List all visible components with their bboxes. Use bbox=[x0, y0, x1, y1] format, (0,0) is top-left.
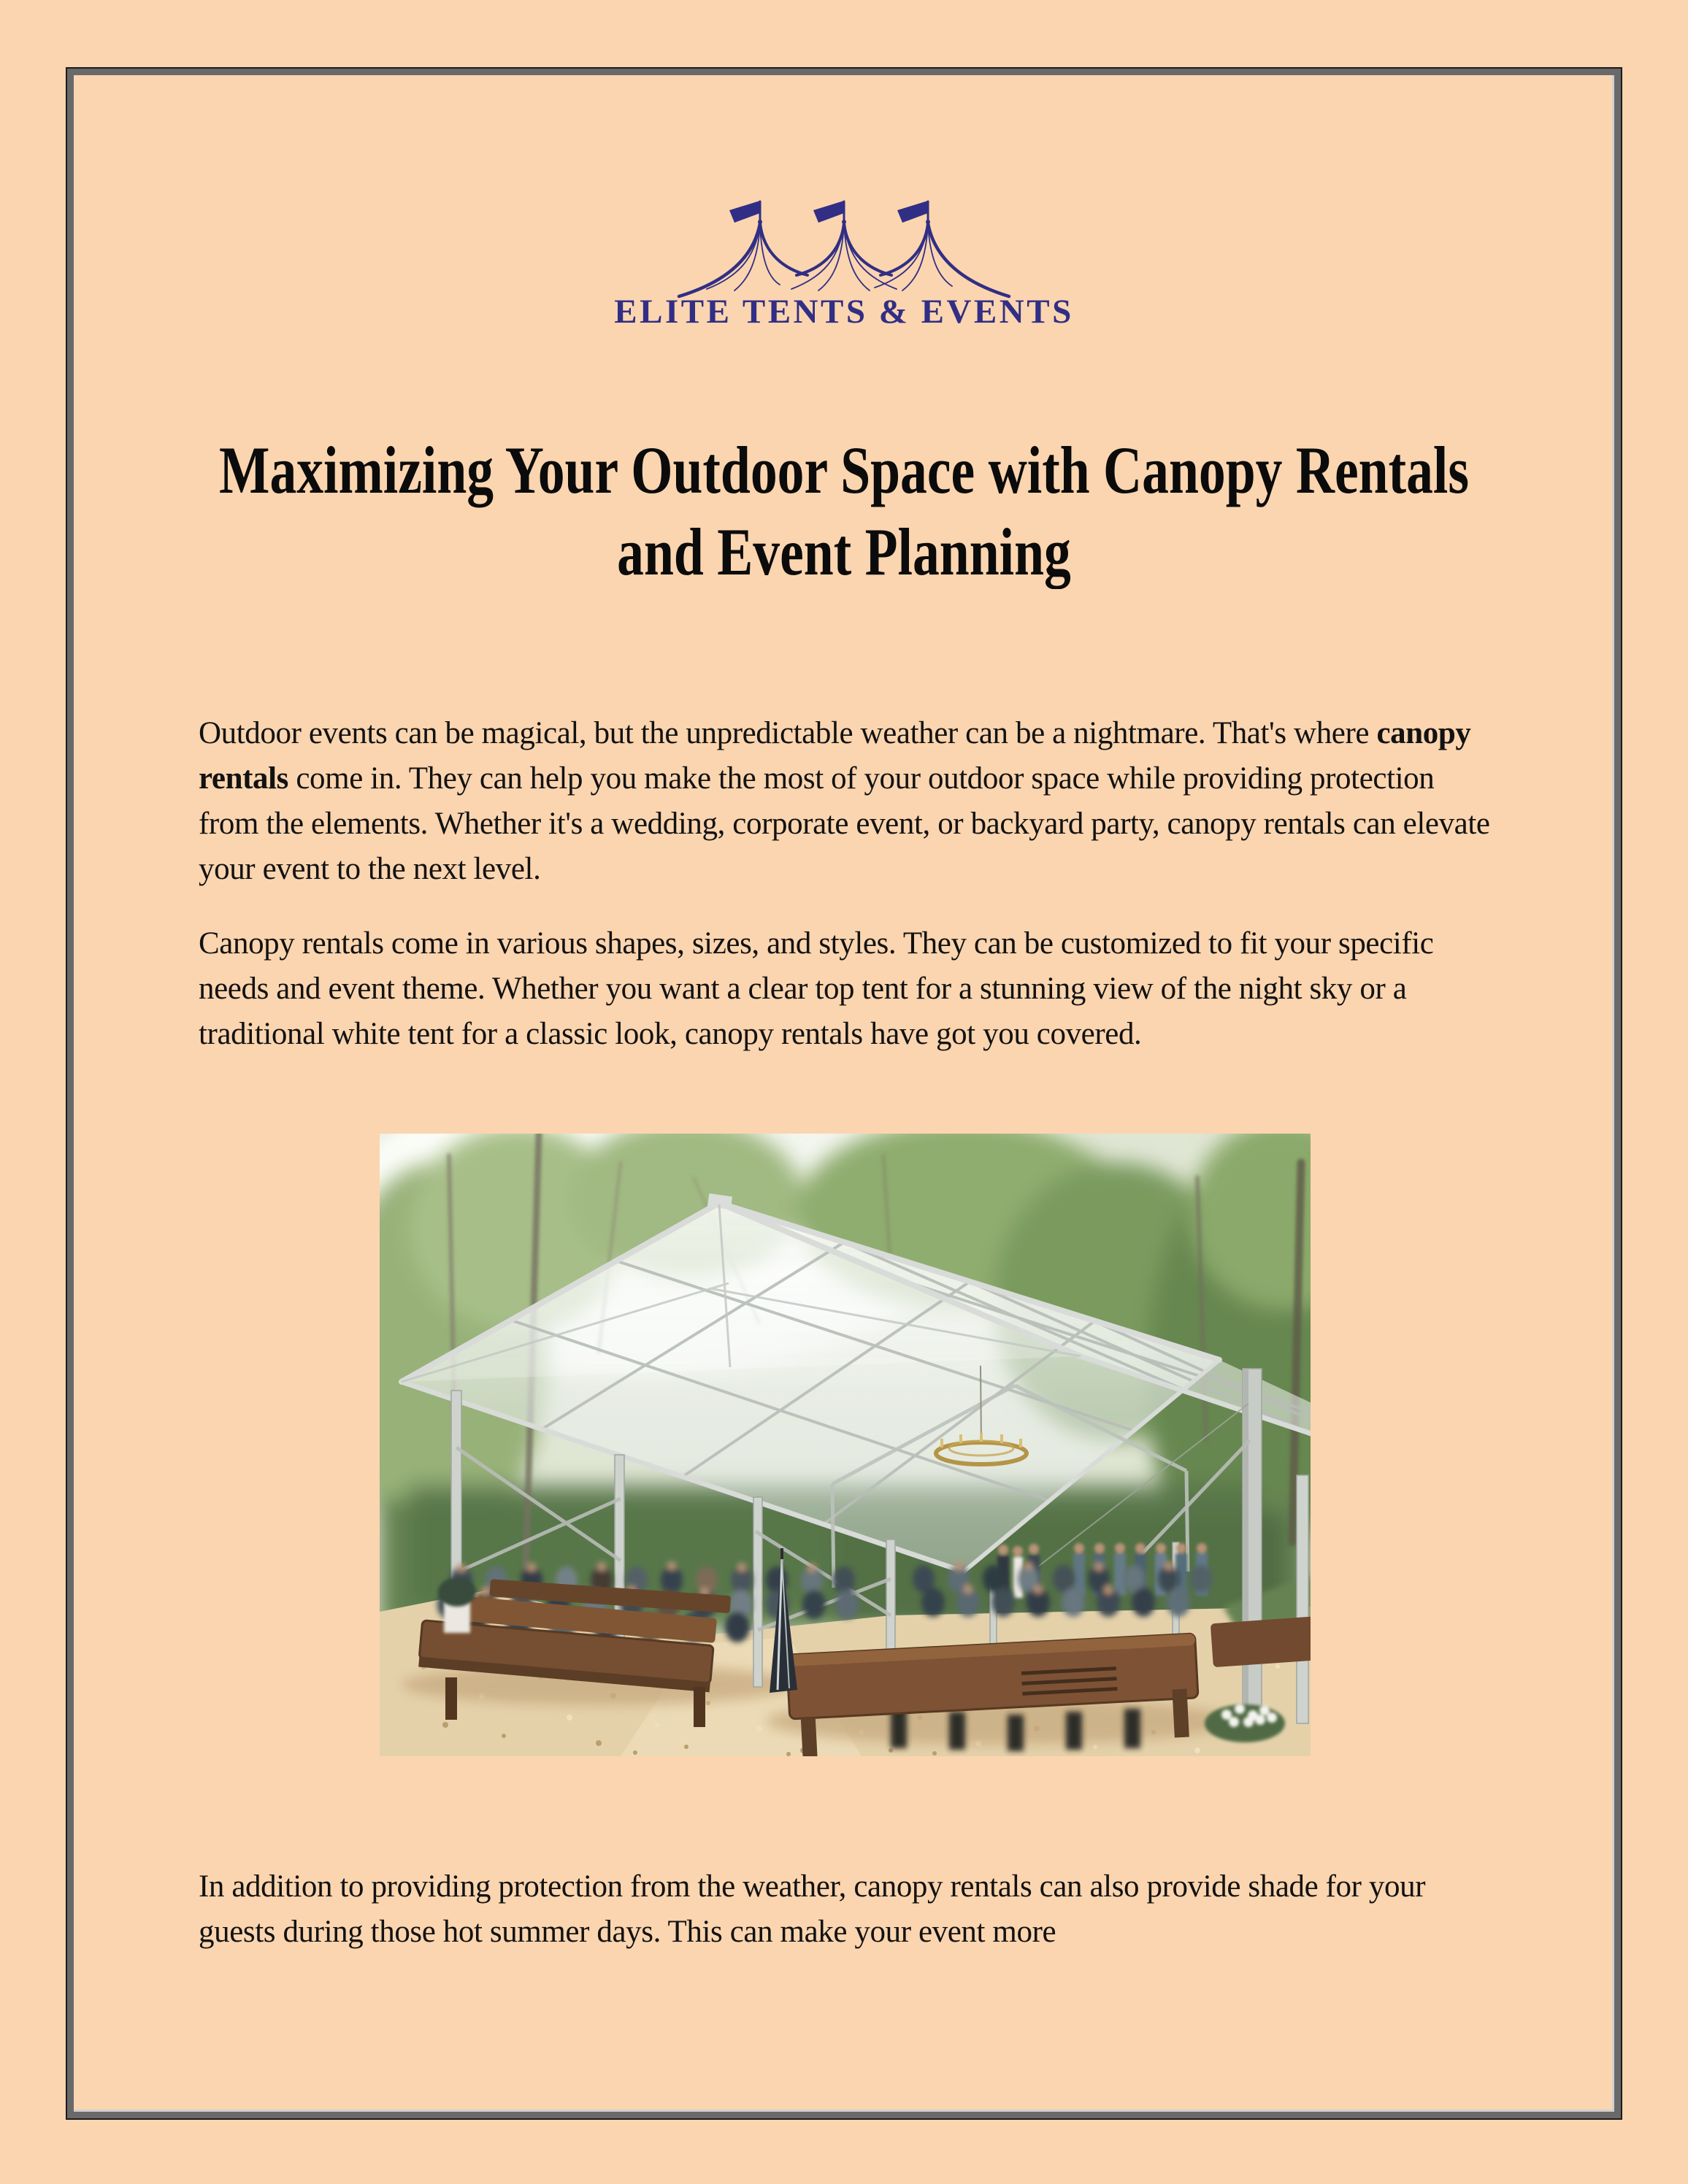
page-border-frame bbox=[66, 67, 1622, 2120]
canopy-rentals-bold-text: canopy rentals bbox=[199, 716, 1471, 796]
canopy-tent-photo bbox=[380, 1134, 1311, 1756]
page-title-line1: Maximizing Your Outdoor Space with Canopy Rentals bbox=[218, 433, 1470, 507]
paragraph-styles: Canopy rentals come in various shapes, sizes, and styles. They can be customized to fit your specific needs and event theme. Whether you want a clear top tent for a stunning view of the night sky or a traditional white tent for a classic look, canopy rentals have got you covered. bbox=[199, 926, 1434, 1051]
page-border-frame-inner bbox=[67, 69, 1621, 2118]
tent-logo-icon bbox=[672, 193, 1016, 302]
logo bbox=[0, 193, 1688, 331]
page-title bbox=[169, 429, 1519, 593]
logo-wordmark: ELITE TENTS & EVENTS bbox=[614, 293, 1074, 331]
page-title-line2: and Event Planning bbox=[617, 515, 1071, 589]
paragraph-intro-text: Outdoor events can be magical, but the unpredictable weather can be a nightmare. That's where bbox=[199, 716, 1377, 750]
paragraph-shade: In addition to providing protection from the weather, canopy rentals can also provide shade for your guests during those hot summer days. This can make your event more bbox=[199, 1869, 1426, 1949]
paragraph-intro bbox=[199, 711, 1492, 892]
paragraph-intro-text-after: come in. They can help you make the most of your outdoor space while providing protection from the elements. Whether it's a wedding, corporate event, or backyard party, canopy rentals can elevate your event to the next level. bbox=[199, 761, 1490, 886]
